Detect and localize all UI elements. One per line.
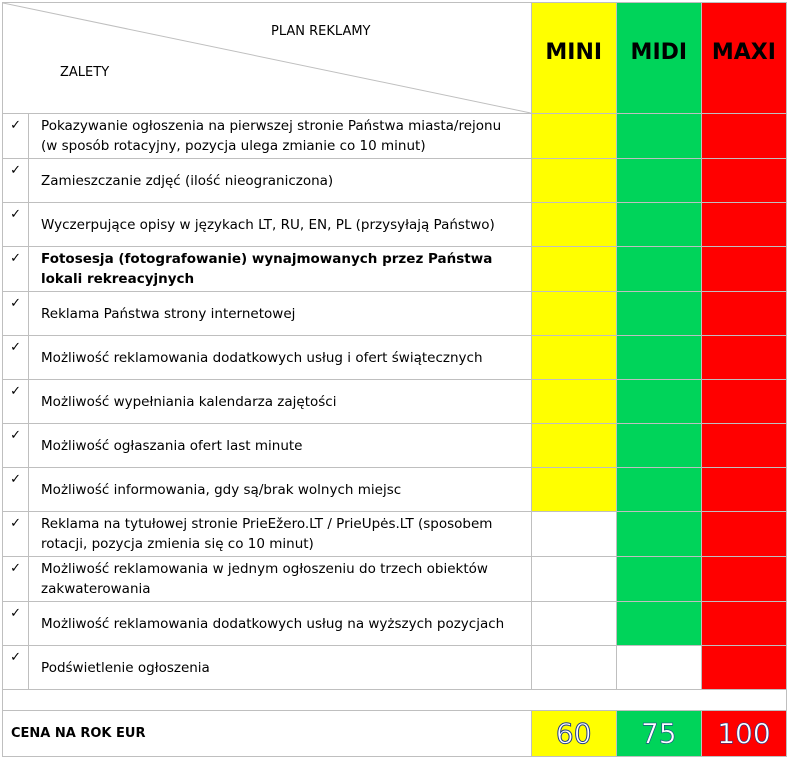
feature-label: Możliwość informowania, gdy są/brak wolnych miejsc <box>29 468 532 512</box>
checkmark-icon: ✓ <box>3 646 29 690</box>
feature-row <box>3 646 787 690</box>
benefits-label: ZALETY <box>60 65 110 80</box>
plan-maxi-cell <box>701 159 786 203</box>
plan-maxi-cell <box>701 292 786 336</box>
plan-midi-cell <box>616 336 701 380</box>
pricing-table <box>2 2 787 757</box>
checkmark-icon: ✓ <box>3 114 29 159</box>
feature-row <box>3 602 787 646</box>
plan-maxi-cell <box>701 424 786 468</box>
price-row <box>3 711 787 757</box>
plan-mini-cell <box>531 380 616 424</box>
feature-row <box>3 159 787 203</box>
plan-midi-cell <box>616 557 701 602</box>
checkmark-icon: ✓ <box>3 292 29 336</box>
feature-label: Wyczerpujące opisy w językach LT, RU, EN, PL (przysyłają Państwo) <box>29 203 532 247</box>
plan-midi-cell <box>616 380 701 424</box>
plan-mini-cell <box>531 203 616 247</box>
plan-mini-cell <box>531 602 616 646</box>
plan-maxi-cell <box>701 247 786 292</box>
feature-row <box>3 424 787 468</box>
plan-title: PLAN REKLAMY <box>271 24 371 39</box>
plan-mini-cell <box>531 424 616 468</box>
plan-midi-header: MIDI <box>616 3 701 114</box>
diagonal-divider <box>3 3 531 113</box>
feature-label: Możliwość reklamowania dodatkowych usług na wyższych pozycjach <box>29 602 532 646</box>
plan-midi-cell <box>616 159 701 203</box>
checkmark-icon: ✓ <box>3 380 29 424</box>
checkmark-icon: ✓ <box>3 424 29 468</box>
plan-maxi-cell <box>701 512 786 557</box>
feature-row <box>3 557 787 602</box>
plan-midi-cell <box>616 114 701 159</box>
plan-maxi-cell <box>701 557 786 602</box>
feature-row <box>3 512 787 557</box>
checkmark-icon: ✓ <box>3 512 29 557</box>
feature-row <box>3 380 787 424</box>
price-label: CENA NA ROK EUR <box>3 711 532 757</box>
plan-mini-cell <box>531 336 616 380</box>
plan-midi-cell <box>616 247 701 292</box>
checkmark-icon: ✓ <box>3 468 29 512</box>
feature-label: Możliwość wypełniania kalendarza zajętości <box>29 380 532 424</box>
feature-label: Podświetlenie ogłoszenia <box>29 646 532 690</box>
checkmark-icon: ✓ <box>3 203 29 247</box>
plan-maxi-cell <box>701 203 786 247</box>
price-mini: 60 <box>531 711 616 757</box>
feature-row <box>3 114 787 159</box>
plan-mini-cell <box>531 557 616 602</box>
feature-label: Reklama Państwa strony internetowej <box>29 292 532 336</box>
plan-mini-header: MINI <box>531 3 616 114</box>
plan-maxi-cell <box>701 468 786 512</box>
plan-mini-cell <box>531 468 616 512</box>
plan-mini-cell <box>531 247 616 292</box>
feature-label: Reklama na tytułowej stronie PrieEžero.LT / PrieUpės.LT (sposobem rotacji, pozycja zmienia się co 10 minut) <box>29 512 532 557</box>
plan-midi-cell <box>616 468 701 512</box>
feature-row <box>3 247 787 292</box>
feature-row <box>3 292 787 336</box>
spacer-row <box>3 690 787 711</box>
feature-label: Możliwość ogłaszania ofert last minute <box>29 424 532 468</box>
checkmark-icon: ✓ <box>3 247 29 292</box>
feature-label: Możliwość reklamowania dodatkowych usług i ofert świątecznych <box>29 336 532 380</box>
plan-midi-cell <box>616 292 701 336</box>
plan-midi-cell <box>616 203 701 247</box>
plan-maxi-cell <box>701 114 786 159</box>
checkmark-icon: ✓ <box>3 336 29 380</box>
plan-mini-cell <box>531 114 616 159</box>
plan-mini-cell <box>531 512 616 557</box>
plan-midi-cell <box>616 602 701 646</box>
checkmark-icon: ✓ <box>3 602 29 646</box>
header-diagonal-cell <box>3 3 532 114</box>
checkmark-icon: ✓ <box>3 159 29 203</box>
feature-row <box>3 468 787 512</box>
plan-midi-cell <box>616 512 701 557</box>
price-midi: 75 <box>616 711 701 757</box>
plan-mini-cell <box>531 159 616 203</box>
feature-label: Pokazywanie ogłoszenia na pierwszej stronie Państwa miasta/rejonu (w sposób rotacyjny, pozycja ulega zmianie co 10 minut) <box>29 114 532 159</box>
feature-row <box>3 336 787 380</box>
price-maxi: 100 <box>701 711 786 757</box>
plan-midi-cell <box>616 646 701 690</box>
feature-label: Możliwość reklamowania w jednym ogłoszeniu do trzech obiektów zakwaterowania <box>29 557 532 602</box>
plan-maxi-cell <box>701 336 786 380</box>
feature-label: Fotosesja (fotografowanie) wynajmowanych przez Państwa lokali rekreacyjnych <box>29 247 532 292</box>
plan-maxi-cell <box>701 380 786 424</box>
plan-maxi-header: MAXI <box>701 3 786 114</box>
plan-mini-cell <box>531 646 616 690</box>
plan-maxi-cell <box>701 602 786 646</box>
plan-maxi-cell <box>701 646 786 690</box>
feature-row <box>3 203 787 247</box>
checkmark-icon: ✓ <box>3 557 29 602</box>
plan-midi-cell <box>616 424 701 468</box>
plan-mini-cell <box>531 292 616 336</box>
header-row <box>3 3 787 114</box>
spacer-cell <box>3 690 787 711</box>
feature-label: Zamieszczanie zdjęć (ilość nieograniczona) <box>29 159 532 203</box>
